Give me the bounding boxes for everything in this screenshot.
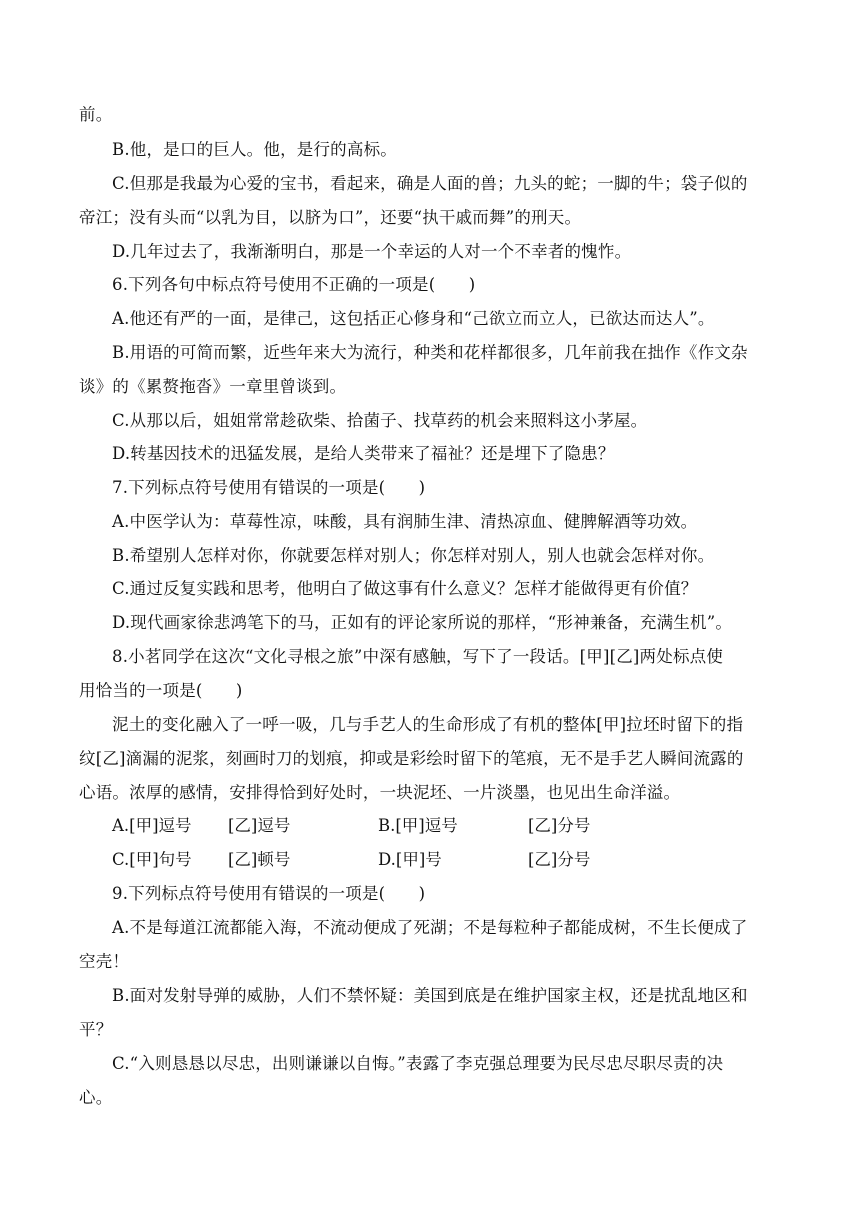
text-line: B.他，是口的巨人。他，是行的高标。	[112, 140, 397, 159]
text-line: D.几年过去了，我渐渐明白，那是一个幸运的人对一个不幸者的愧怍。	[112, 242, 632, 261]
text-line: C.从那以后，姐姐常常趁砍柴、拾菌子、找草药的机会来照料这小茅屋。	[112, 411, 648, 430]
option-b-second: [乙]分号	[528, 816, 591, 835]
option-a: A.[甲]逗号	[112, 816, 192, 835]
text-line: B.面对发射导弹的威胁，人们不禁怀疑：美国到底是在维护国家主权，还是扰乱地区和	[112, 986, 748, 1005]
text-line: 前。	[79, 105, 113, 124]
question-8-stem: 8.小茗同学在这次“文化寻根之旅”中深有感触，写下了一段话。[甲][乙]两处标点使	[112, 647, 724, 666]
text-line: B.希望别人怎样对你，你就要怎样对别人；你怎样对别人，别人也就会怎样对你。	[112, 546, 715, 565]
text-line: 纹[乙]滴漏的泥浆，刻画时刀的划痕，抑或是彩绘时留下的笔痕，无不是手艺人瞬间流露的	[79, 749, 744, 768]
text-line: A.他还有严的一面，是律己，这包括正心修身和“己欲立而立人，已欲达而达人”。	[112, 309, 715, 328]
text-line: 心语。浓厚的感情，安排得恰到好处时，一块泥坯、一片淡墨，也见出生命洋溢。	[79, 783, 681, 802]
text-line: A.中医学认为：草莓性凉，味酸，具有润肺生津、清热凉血、健脾解酒等功效。	[112, 512, 698, 531]
question-6-stem: 6.下列各句中标点符号使用不正确的一项是( )	[112, 275, 476, 294]
text-line: 谈》的《累赘拖沓》一章里曾谈到。	[79, 377, 347, 396]
text-line: 平？	[79, 1020, 113, 1039]
text-line: 空壳！	[79, 952, 130, 971]
question-9-stem: 9.下列标点符号使用有错误的一项是( )	[112, 884, 426, 903]
option-b: B.[甲]逗号	[378, 816, 458, 835]
text-line: D.现代画家徐悲鸿笔下的马，正如有的评论家所说的那样，“形神兼备，充满生机”。	[112, 613, 733, 632]
option-d-second: [乙]分号	[528, 850, 591, 869]
text-line: C.“入则恳恳以尽忠，出则谦谦以自悔。”表露了李克强总理要为民尽忠尽职尽责的决	[112, 1054, 724, 1073]
question-7-stem: 7.下列标点符号使用有错误的一项是( )	[112, 478, 426, 497]
text-line: C.但那是我最为心爱的宝书，看起来，确是人面的兽；九头的蛇；一脚的牛；袋子似的	[112, 174, 748, 193]
option-d: D.[甲]号	[378, 850, 442, 869]
option-a-second: [乙]逗号	[228, 816, 291, 835]
text-line: 帝江；没有头而“以乳为目，以脐为口”，还要“执干戚而舞”的刑天。	[79, 208, 582, 227]
option-c: C.[甲]句号	[112, 850, 192, 869]
text-line: 心。	[79, 1088, 113, 1107]
text-line: B.用语的可简而繁，近些年来大为流行，种类和花样都很多，几年前我在拙作《作文杂	[112, 343, 748, 362]
text-line: C.通过反复实践和思考，他明白了做这事有什么意义？怎样才能做得更有价值？	[112, 579, 698, 598]
option-c-second: [乙]顿号	[228, 850, 291, 869]
text-line: A.不是每道江流都能入海，不流动便成了死湖；不是每粒种子都能成树，不生长便成了	[112, 918, 748, 937]
text-line: 用恰当的一项是( )	[79, 681, 243, 700]
text-line: 泥土的变化融入了一呼一吸，几与手艺人的生命形成了有机的整体[甲]拉坯时留下的指	[112, 715, 744, 734]
text-line: D.转基因技术的迅猛发展，是给人类带来了福祉？还是埋下了隐患？	[112, 444, 615, 463]
